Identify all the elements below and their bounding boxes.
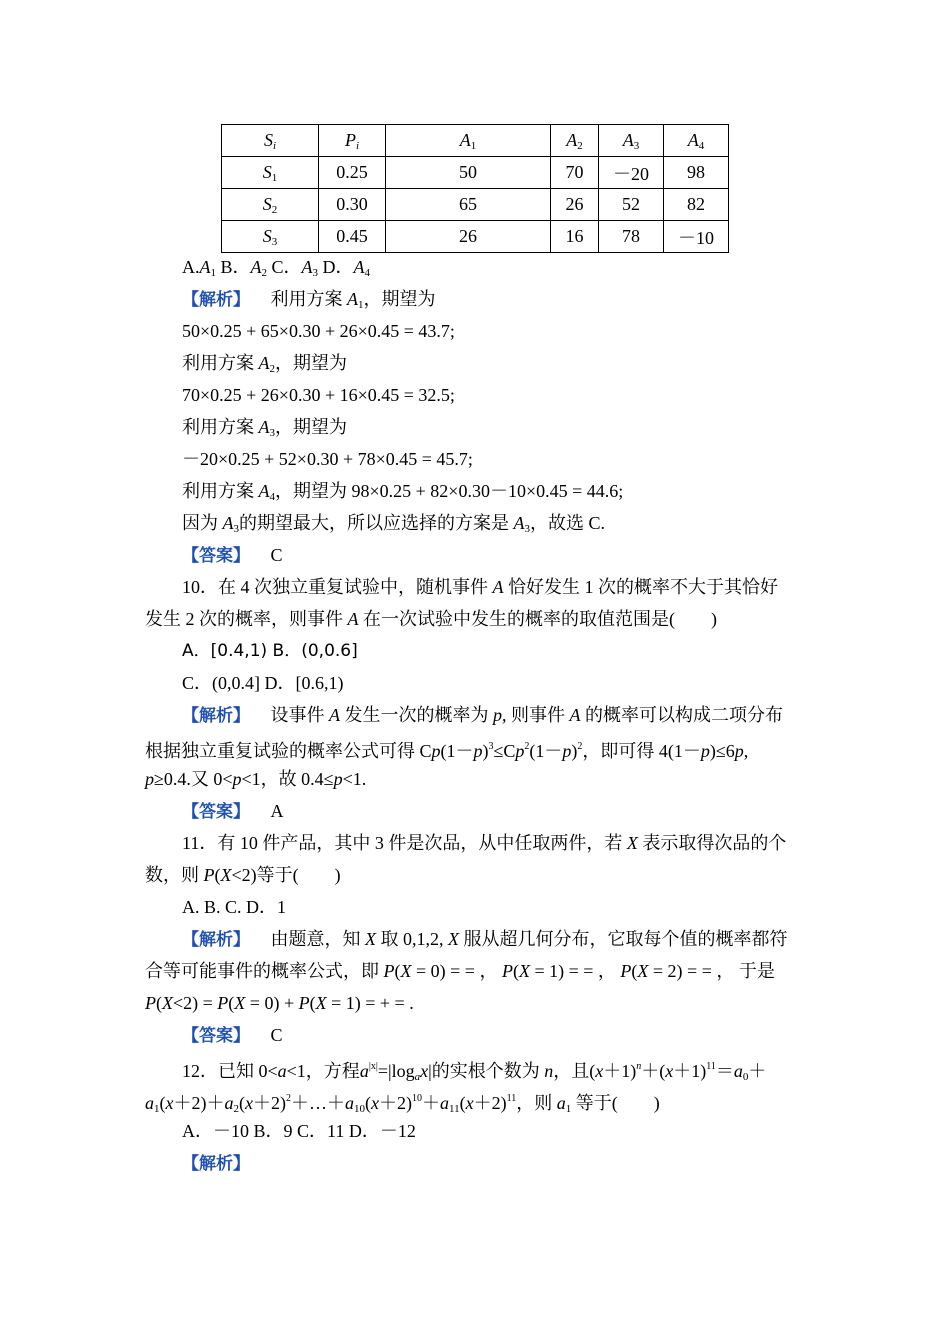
header-cell: $S_i$ bbox=[222, 125, 319, 157]
q11-line-2: 数，则 P(X<2)等于( ) bbox=[145, 865, 341, 885]
q9-analysis-line-2: 利用方案 $A_2$，期望为 bbox=[182, 353, 347, 375]
q12-options: A．－10 B．9 C．11 D．－12 bbox=[182, 1121, 416, 1141]
q11-analysis-line-2: 合等可能事件的概率公式，即 P(X = 0) = = ， P(X = 1) = = ， P(X = 2) = = ， 于是 bbox=[145, 961, 775, 981]
q9-conclusion: 因为 $A_3$的期望最大，所以应选择的方案是 $A_3$，故选 C. bbox=[182, 513, 606, 535]
table-cell: 26 bbox=[386, 221, 551, 253]
q11-options: A. B. C. D．1 bbox=[182, 897, 287, 917]
table-cell: 52 bbox=[599, 189, 664, 221]
q12-analysis-line-1 bbox=[182, 1151, 250, 1176]
table-cell: 98 bbox=[664, 157, 729, 189]
q10-answer: 【答案】 A bbox=[182, 801, 284, 822]
q11-analysis-line-3: P(X<2) = P(X = 0) + P(X = 1) = + = . bbox=[145, 993, 414, 1013]
q11-line-1: 11．有 10 件产品，其中 3 件是次品，从中任取两件，若 X 表示取得次品的个 bbox=[182, 833, 787, 853]
q12-line-2: $a_1(x+2)+a_2(x+2)^2+\dots+a_{10}(x+2)^{10}+a_{11}(x+2)^{11}$，则 $a_1$ 等于( ) bbox=[145, 1093, 660, 1115]
q9-analysis-line-1: 【解析】 利用方案 $A_1$，期望为 bbox=[182, 289, 436, 311]
table-cell: 0.30 bbox=[319, 189, 386, 221]
q9-calc-1: 50×0.25 + 65×0.30 + 26×0.45 = 43.7; bbox=[182, 321, 455, 341]
analysis-label: 【解析】 bbox=[182, 930, 250, 950]
table-cell: 78 bbox=[599, 221, 664, 253]
header-cell: $A_3$ bbox=[599, 125, 664, 157]
q10-options-1: A．[0.4,1) B．(0,0.6] bbox=[182, 641, 358, 661]
table-cell: 0.25 bbox=[319, 157, 386, 189]
q10-analysis-line-2: 根据独立重复试验的概率公式可得 $Cp(1-p)^3\le Cp^2(1-p)^2$，即可得 4(1－p)≤6p, bbox=[145, 741, 749, 761]
table-cell: －10 bbox=[664, 221, 729, 253]
q9-calc-3: －20×0.25 + 52×0.30 + 78×0.45 = 45.7; bbox=[182, 449, 473, 469]
analysis-label: 【解析】 bbox=[182, 290, 250, 310]
header-cell: $P_i$ bbox=[319, 125, 386, 157]
q11-answer: 【答案】 C bbox=[182, 1025, 283, 1046]
table-cell: 50 bbox=[386, 157, 551, 189]
answer-label: 【答案】 bbox=[182, 1026, 250, 1046]
table-cell: －20 bbox=[599, 157, 664, 189]
table-header-row bbox=[222, 125, 729, 157]
table-cell: 0.45 bbox=[319, 221, 386, 253]
answer-label: 【答案】 bbox=[182, 546, 250, 566]
q11-analysis-line-1: 【解析】 由题意，知 X 取 0,1,2, X 服从超几何分布，它取每个值的概率都符 bbox=[182, 929, 788, 950]
table-row bbox=[222, 221, 729, 253]
table-cell: 65 bbox=[386, 189, 551, 221]
payoff-table bbox=[221, 124, 729, 253]
table-row bbox=[222, 189, 729, 221]
header-cell: $A_1$ bbox=[386, 125, 551, 157]
q12-line-1: 12．已知 0<a<1，方程$a^{|x|}=|\log_ax|$的实根个数为 n，且$(x+1)^n+(x+1)^{11}=a_0+$ bbox=[182, 1061, 767, 1083]
q9-analysis-line-4: 利用方案 $A_4$，期望为 98×0.25 + 82×0.30－10×0.45 = 44.6; bbox=[182, 481, 624, 503]
analysis-label: 【解析】 bbox=[182, 1154, 250, 1174]
q10-line-2: 发生 2 次的概率，则事件 A 在一次试验中发生的概率的取值范围是( ) bbox=[145, 609, 717, 629]
q9-calc-2: 70×0.25 + 26×0.30 + 16×0.45 = 32.5; bbox=[182, 385, 455, 405]
table-cell: 26 bbox=[551, 189, 599, 221]
q10-options-2: C．(0,0.4] D．[0.6,1) bbox=[182, 673, 344, 693]
answer-label: 【答案】 bbox=[182, 802, 250, 822]
q10-analysis-line-1: 【解析】 设事件 A 发生一次的概率为 p, 则事件 A 的概率可以构成二项分布 bbox=[182, 705, 783, 726]
q10-line-1: 10．在 4 次独立重复试验中，随机事件 A 恰好发生 1 次的概率不大于其恰好 bbox=[182, 577, 778, 597]
analysis-label: 【解析】 bbox=[182, 706, 250, 726]
table-cell: $S_1$ bbox=[222, 157, 319, 189]
table-cell: 82 bbox=[664, 189, 729, 221]
q9-analysis-line-3: 利用方案 $A_3$，期望为 bbox=[182, 417, 347, 439]
table-cell: 16 bbox=[551, 221, 599, 253]
table-cell: 70 bbox=[551, 157, 599, 189]
header-cell: $A_2$ bbox=[551, 125, 599, 157]
header-cell: $A_4$ bbox=[664, 125, 729, 157]
table-row bbox=[222, 157, 729, 189]
q10-analysis-line-3: p≥0.4.又 0<p<1，故 0.4≤p<1. bbox=[145, 769, 367, 789]
table-cell: $S_2$ bbox=[222, 189, 319, 221]
table-cell: $S_3$ bbox=[222, 221, 319, 253]
q9-answer: 【答案】 C bbox=[182, 545, 283, 566]
q9-options: $A.A_1$ B．$A_2$ C．$A_3$ D．$A_4$ bbox=[182, 257, 371, 279]
